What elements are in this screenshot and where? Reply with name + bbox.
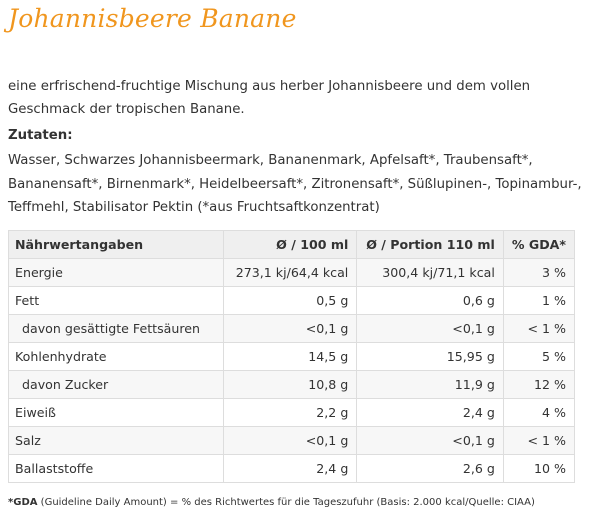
value-gda: < 1 %	[503, 315, 574, 343]
value-per-portion: 2,6 g	[357, 455, 504, 483]
value-per-portion: <0,1 g	[357, 427, 504, 455]
nutrient-name: davon gesättigte Fettsäuren	[9, 315, 224, 343]
table-row	[9, 427, 575, 455]
value-gda: 3 %	[503, 259, 574, 287]
nutrient-name: Salz	[9, 427, 224, 455]
table-row	[9, 399, 575, 427]
value-per-100ml: <0,1 g	[224, 315, 357, 343]
product-title: Johannisbeere Banane	[8, 4, 297, 33]
header-per-100ml: Ø / 100 ml	[224, 231, 357, 259]
ingredients-heading: Zutaten:	[8, 128, 73, 143]
table-row	[9, 371, 575, 399]
value-per-100ml: 273,1 kj/64,4 kcal	[224, 259, 357, 287]
product-description: eine erfrischend-fruchtige Mischung aus herber Johannisbeere und dem vollen Geschmack der tropischen Banane.	[8, 79, 531, 117]
value-per-portion: 11,9 g	[357, 371, 504, 399]
value-per-100ml: 2,2 g	[224, 399, 357, 427]
header-per-portion: Ø / Portion 110 ml	[357, 231, 504, 259]
value-gda: 12 %	[503, 371, 574, 399]
ingredients-text: Wasser, Schwarzes Johannisbeermark, Bananenmark, Apfelsaft*, Traubensaft*, Bananensaft*, Birnenmark*, Heidelbeersaft*, Zitronensaft*, Süßlupinen-, Topinambur-, Teffmehl, Stabilisator Pektin (*aus Fruchtsaftkonzentrat)	[8, 153, 582, 215]
gda-footnote	[8, 497, 535, 508]
table-row	[9, 259, 575, 287]
value-per-100ml: 10,8 g	[224, 371, 357, 399]
table-row	[9, 315, 575, 343]
value-per-portion: 15,95 g	[357, 343, 504, 371]
header-gda: % GDA*	[503, 231, 574, 259]
value-per-portion: 2,4 g	[357, 399, 504, 427]
nutrient-name: Energie	[9, 259, 224, 287]
table-row	[9, 343, 575, 371]
gda-footnote-text: (Guideline Daily Amount) = % des Richtwertes für die Tageszufuhr (Basis: 2.000 kcal/Quelle: CIAA)	[37, 497, 535, 508]
table-row	[9, 287, 575, 315]
value-gda: 5 %	[503, 343, 574, 371]
nutrient-name: Kohlenhydrate	[9, 343, 224, 371]
nutrition-header-row	[9, 231, 575, 259]
value-per-portion: <0,1 g	[357, 315, 504, 343]
nutrient-name: davon Zucker	[9, 371, 224, 399]
value-per-100ml: <0,1 g	[224, 427, 357, 455]
nutrient-name: Eiweiß	[9, 399, 224, 427]
value-gda: 1 %	[503, 287, 574, 315]
value-per-100ml: 14,5 g	[224, 343, 357, 371]
header-nutrient: Nährwertangaben	[9, 231, 224, 259]
value-gda: < 1 %	[503, 427, 574, 455]
gda-footnote-label: *GDA	[8, 497, 38, 508]
nutrient-name: Ballaststoffe	[9, 455, 224, 483]
value-per-100ml: 0,5 g	[224, 287, 357, 315]
value-per-portion: 300,4 kj/71,1 kcal	[357, 259, 504, 287]
value-per-100ml: 2,4 g	[224, 455, 357, 483]
table-row	[9, 455, 575, 483]
nutrient-name: Fett	[9, 287, 224, 315]
value-gda: 4 %	[503, 399, 574, 427]
value-gda: 10 %	[503, 455, 574, 483]
nutrition-table	[8, 230, 575, 483]
value-per-portion: 0,6 g	[357, 287, 504, 315]
